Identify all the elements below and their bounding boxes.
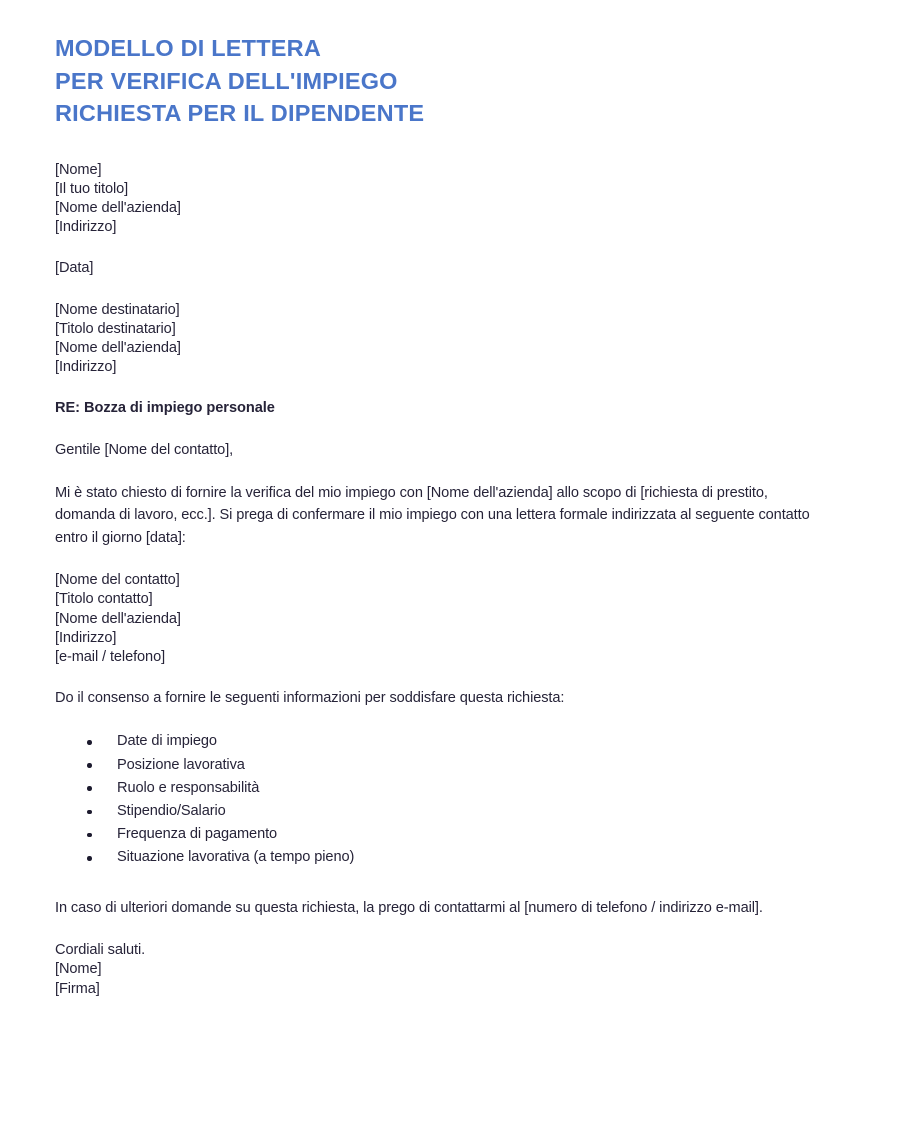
contact-job-title: [Titolo contatto]: [55, 591, 153, 608]
recipient-address: [Indirizzo]: [55, 359, 117, 376]
page-title-line-1: MODELLO DI LETTERA: [55, 35, 322, 61]
intro-paragraph: Mi è stato chiesto di fornire la verifica del mio impiego con [Nome dell'azienda] allo scopo di [richiesta di prestito, domanda di lavoro, ecc.]. Si prega di confermare il mio impiego con una lettera formale indirizzata al seguente contatto entro il giorno [data]:: [55, 484, 810, 546]
date-line: [Data]: [55, 260, 94, 277]
contact-email-phone: [e-mail / telefono]: [55, 649, 166, 666]
contact-company: [Nome dell'azienda]: [55, 610, 181, 627]
recipient-company: [Nome dell'azienda]: [55, 339, 181, 356]
signature-placeholder: [Firma]: [55, 980, 100, 997]
information-list: [55, 730, 815, 869]
sender-company: [Nome dell'azienda]: [55, 199, 181, 216]
spacer-after-closing: [55, 919, 815, 941]
recipient-name: [Nome destinatario]: [55, 301, 180, 318]
sender-name: [Nome]: [55, 161, 102, 178]
recipient-address-block: [55, 301, 815, 378]
list-item: Date di impiego: [55, 730, 815, 753]
contact-name: [Nome del contatto]: [55, 572, 180, 589]
consent-line: Do il consenso a fornire le seguenti informazioni per soddisfare questa richiesta:: [55, 690, 565, 707]
date-block: [55, 259, 815, 278]
sender-address: [Indirizzo]: [55, 219, 117, 236]
list-item: Ruolo e responsabilità: [55, 777, 815, 800]
valediction: Cordiali saluti.: [55, 942, 146, 959]
salutation-line: Gentile [Nome del contatto],: [55, 441, 234, 458]
spacer-after-date: [55, 279, 815, 301]
signoff-name: [Nome]: [55, 961, 102, 978]
page-title-line-2: PER VERIFICA DELL'IMPIEGO: [55, 67, 398, 94]
list-item: Stipendio/Salario: [55, 800, 815, 823]
contact-details-block: [55, 571, 815, 667]
contact-address: [Indirizzo]: [55, 629, 117, 646]
spacer-after-intro: [55, 549, 815, 571]
page-title-line-3: RICHIESTA PER IL DIPENDENTE: [55, 100, 425, 126]
subject-line: RE: Bozza di impiego personale: [55, 400, 275, 417]
spacer-after-consent: [55, 708, 815, 730]
sender-job-title: [Il tuo titolo]: [55, 180, 129, 197]
signoff-block: [55, 941, 815, 999]
spacer-after-contact: [55, 667, 815, 689]
list-item: Frequenza di pagamento: [55, 823, 815, 846]
spacer-after-list: [55, 870, 815, 897]
spacer-after-salutation: [55, 460, 815, 482]
sender-address-block: [55, 161, 815, 238]
recipient-job-title: [Titolo destinatario]: [55, 320, 176, 337]
spacer-after-sender: [55, 237, 815, 259]
spacer-after-recipient: [55, 377, 815, 399]
list-item: Posizione lavorativa: [55, 754, 815, 777]
page-title: [55, 28, 815, 130]
closing-paragraph: In caso di ulteriori domande su questa richiesta, la prego di contattarmi al [numero di telefono / indirizzo e-mail].: [55, 899, 763, 916]
list-item: Situazione lavorativa (a tempo pieno): [55, 846, 815, 869]
spacer-after-subject: [55, 419, 815, 441]
